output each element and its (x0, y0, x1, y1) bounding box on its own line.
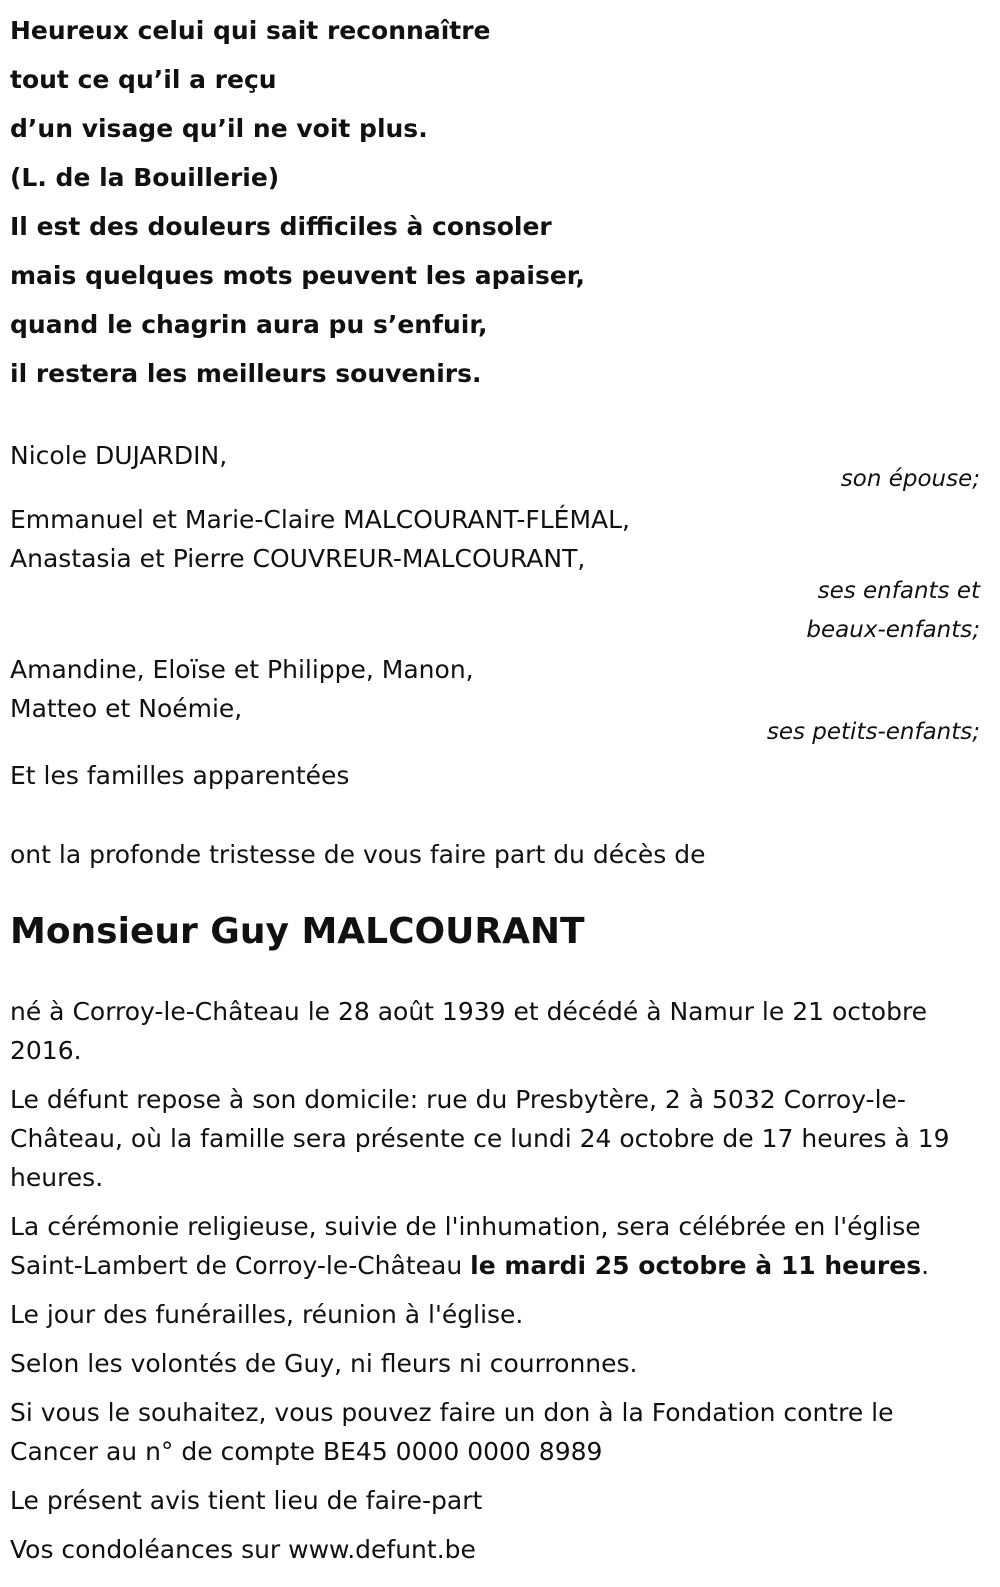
grandchildren-relation: ses petits-enfants; (766, 719, 980, 745)
family-grandchildren (10, 650, 980, 752)
deceased-name: Monsieur Guy MALCOURANT (10, 911, 585, 952)
family-spouse (10, 436, 980, 499)
announcement: ont la profonde tristesse de vous faire part du décès de (10, 840, 706, 869)
children-names: Emmanuel et Marie-Claire MALCOURANT-FLÉMAL, (10, 505, 630, 534)
poem-line: quand le chagrin aura pu s’enfuir, (10, 310, 488, 339)
poem-line: d’un visage qu’il ne voit plus. (10, 114, 428, 143)
poem-line: il restera les meilleurs souvenirs. (10, 359, 482, 388)
spouse-name: Nicole DUJARDIN, (10, 441, 228, 470)
spouse-relation: son épouse; (840, 466, 980, 492)
reunion-info: Le jour des funérailles, réunion à l'église. (10, 1300, 524, 1329)
birth-death: né à Corroy-le-Château le 28 août 1939 et décédé à Namur le 21 octobre 2016. (10, 997, 928, 1065)
ceremony-info (10, 1207, 980, 1285)
poem (10, 0, 980, 398)
notice-info: Le présent avis tient lieu de faire-part (10, 1486, 483, 1515)
obituary-notice (10, 0, 980, 1579)
flowers-info: Selon les volontés de Guy, ni fleurs ni courronnes. (10, 1349, 638, 1378)
grandchildren-names: Amandine, Eloïse et Philippe, Manon, (10, 655, 474, 684)
poem-line: mais quelques mots peuvent les apaiser, (10, 261, 585, 290)
ceremony-end: . (921, 1251, 930, 1280)
children-names: Anastasia et Pierre COUVREUR-MALCOURANT, (10, 544, 586, 573)
family-children (10, 500, 980, 650)
poem-line: tout ce qu’il a reçu (10, 65, 277, 94)
family-relatives: Et les familles apparentées (10, 761, 350, 790)
ceremony-datetime: le mardi 25 octobre à 11 heures (470, 1251, 922, 1280)
repose-info: Le défunt repose à son domicile: rue du Presbytère, 2 à 5032 Corroy-le-Château, où la famille sera présente ce lundi 24 octobre de 17 heures à 19 heures. (10, 1085, 950, 1192)
ceremony-text: La cérémonie religieuse, suivie de l'inhumation, sera célébrée en l'église Saint-Lambert de Corroy-le-Château (10, 1212, 921, 1280)
details (10, 992, 980, 1569)
poem-attribution: (L. de la Bouillerie) (10, 163, 280, 192)
grandchildren-names: Matteo et Noémie, (10, 694, 243, 723)
children-relation: beaux-enfants; (806, 617, 980, 643)
donation-info: Si vous le souhaitez, vous pouvez faire un don à la Fondation contre le Cancer au n° de compte BE45 0000 0000 8989 (10, 1398, 894, 1466)
condolences-info: Vos condoléances sur www.defunt.be (10, 1535, 476, 1564)
children-relation: ses enfants et (817, 578, 980, 604)
poem-line: Heureux celui qui sait reconnaître (10, 16, 491, 45)
poem-line: Il est des douleurs difficiles à consoler (10, 212, 552, 241)
